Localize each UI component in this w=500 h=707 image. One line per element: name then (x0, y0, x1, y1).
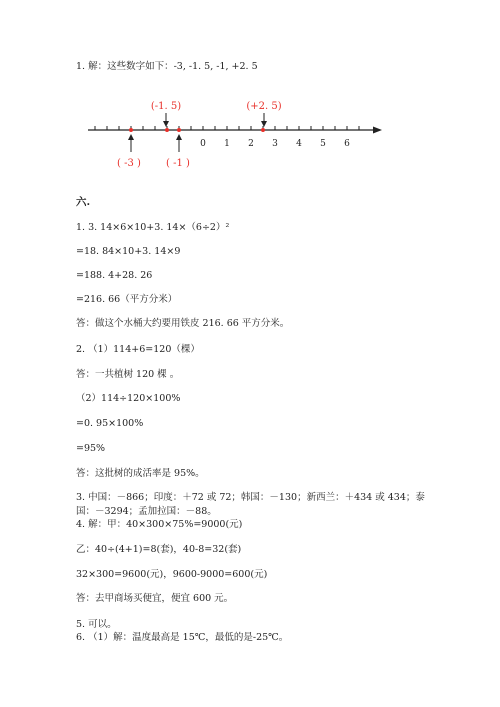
tick-label-4: 4 (296, 139, 302, 149)
answer-line: 国：－3294；孟加拉国：－88。 (76, 506, 217, 517)
tick-label-2: 2 (248, 139, 254, 149)
answer-line: 答：一共植树 120 棵 。 (76, 369, 180, 380)
answer-line: 2. （1）114+6=120（棵） (76, 344, 200, 355)
q1-answer-line: 1. 解：这些数字如下：-3, -1. 5, -1, +2. 5 (76, 61, 258, 72)
point-neg3 (129, 128, 133, 132)
answer-line: =188. 4+28. 26 (76, 270, 153, 281)
answer-line: 32×300=9600(元)，9600-9000=600(元) (76, 569, 268, 580)
label-neg3: ( -3 ) (117, 158, 141, 169)
answer-line: 6. （1）解：温度最高是 15℃，最低的是-25℃。 (76, 632, 289, 643)
answer-line: 5. 可以。 (76, 619, 117, 630)
number-line (80, 92, 390, 172)
arrow-up-icon (176, 134, 182, 140)
answer-line: （2）114÷120×100% (76, 393, 181, 404)
answer-line: 3. 中国：－866；印度：＋72 或 72；韩国：－130；新西兰：＋434 或 434；泰 (76, 492, 425, 503)
section-six-heading: 六. (76, 196, 91, 208)
point-pos2-5 (261, 128, 265, 132)
tick-label-5: 5 (320, 139, 326, 149)
answer-line: 4. 解：甲：40×300×75%=9000(元) (76, 519, 243, 530)
answer-line: =0. 95×100% (76, 418, 144, 429)
answer-line: =95% (76, 443, 106, 454)
label-neg1-5: (-1. 5) (150, 101, 182, 112)
label-pos2-5: (+2. 5) (246, 101, 282, 112)
tick-label-6: 6 (344, 139, 350, 149)
point-neg1 (177, 128, 181, 132)
tick-marks (95, 126, 359, 130)
answer-line: =216. 66（平方分米） (76, 294, 178, 305)
arrow-down-icon (261, 121, 267, 127)
answer-line: 答：这批树的成活率是 95%。 (76, 468, 205, 479)
tick-label-0: 0 (200, 139, 206, 149)
axis-arrow-icon (373, 127, 382, 134)
answer-line: 答：去甲商场买便宜，便宜 600 元。 (76, 593, 234, 604)
point-neg1-5 (165, 128, 169, 132)
answer-line: 1. 3. 14×6×10+3. 14×（6÷2）² (76, 222, 230, 233)
tick-label-3: 3 (272, 139, 278, 149)
answer-line: 乙：40÷(4+1)=8(套)，40-8=32(套) (76, 544, 242, 555)
answer-line: 答：做这个水桶大约要用铁皮 216. 66 平方分米。 (76, 318, 290, 329)
arrow-up-icon (128, 134, 134, 140)
answer-line: =18. 84×10+3. 14×9 (76, 246, 181, 257)
tick-label-1: 1 (224, 139, 230, 149)
arrow-down-icon (163, 121, 169, 127)
label-neg1: ( -1 ) (166, 158, 190, 169)
